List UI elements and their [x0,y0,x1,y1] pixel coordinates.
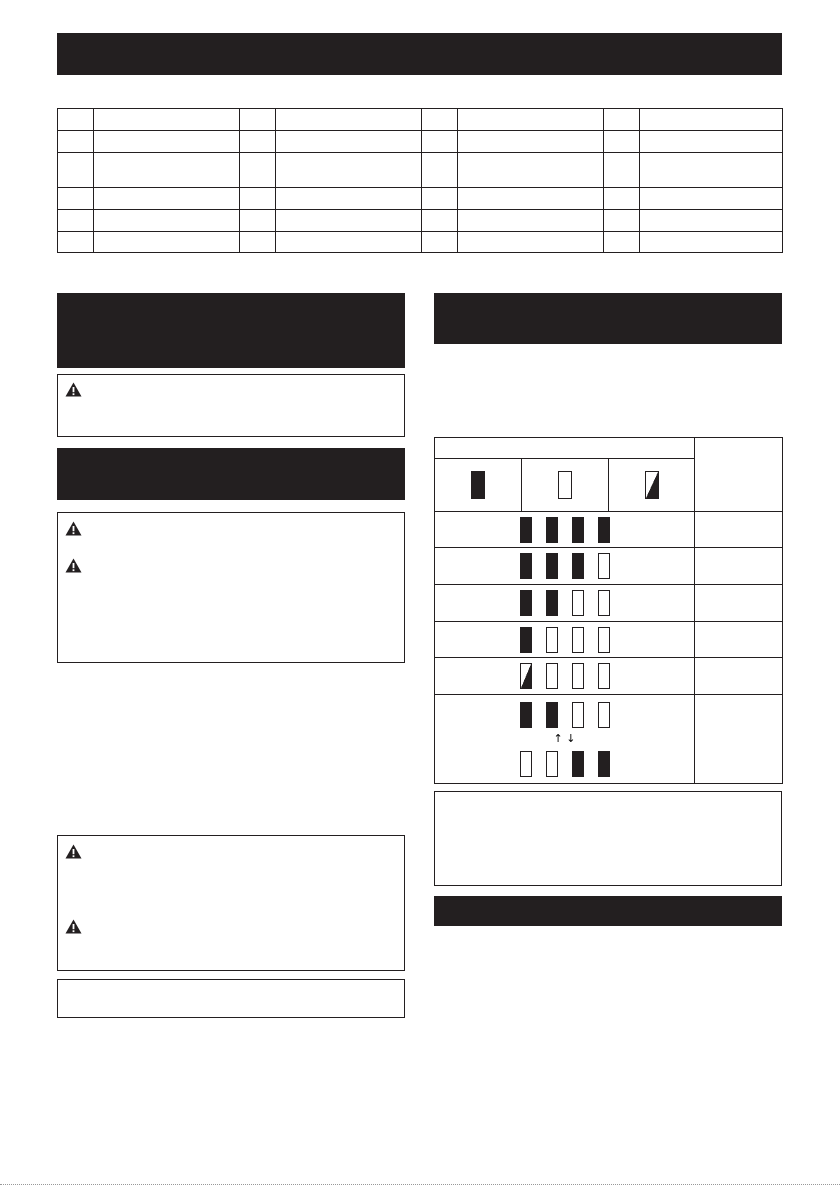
table-row [435,622,783,658]
lamp-off-icon [598,627,610,653]
lamp-blinking-icon [520,663,532,689]
left-section-heading-bar-2 [57,448,405,500]
warning-triangle-icon [65,521,82,536]
warning-triangle-icon [65,844,82,859]
table-row [435,658,783,695]
lamp-off-icon [520,751,532,777]
legend-off [522,459,609,512]
right-section-heading-bar [434,293,782,344]
table-row [435,512,783,548]
lamp-lit-icon [520,553,532,579]
indicator-lamps [435,627,694,653]
warning-triangle-icon [65,382,82,397]
table-row [58,188,783,210]
remaining-capacity-header [695,438,783,512]
lamp-lit-icon [546,702,558,728]
alternating-arrows [435,732,694,746]
lamp-lit-icon [598,751,610,777]
indicator-lamps [435,517,694,543]
lamp-lit-icon [572,553,584,579]
capacity-cell [695,658,783,695]
indicator-lamps-alternate [435,751,694,777]
capacity-cell [695,512,783,548]
lamp-lit-icon [572,751,584,777]
table-row [58,153,783,188]
indicator-lamps [435,590,694,616]
table-row [435,585,783,622]
lamp-off-icon [598,663,610,689]
table-header-row [435,438,783,459]
indicator-lamps [435,702,694,728]
lamp-off-icon [546,627,558,653]
lamp-lit-icon [520,590,532,616]
arrow-down-icon: ↓ [566,731,576,745]
lamp-off-icon [598,553,610,579]
arrow-up-icon: ↑ [553,731,563,745]
page-bottom-rule [0,1184,840,1185]
lamp-lit-icon [598,517,610,543]
lamp-lit-icon [520,627,532,653]
note-box [434,791,782,886]
table-row [58,210,783,232]
indicator-lamps-header [435,438,695,459]
warning-box [57,374,405,437]
warning-triangle-icon [65,558,82,573]
lamp-off-icon [558,471,572,499]
section-heading-bar [57,33,782,75]
lamp-lit-icon [546,553,558,579]
capacity-cell [695,548,783,585]
capacity-cell [695,585,783,622]
lamp-lit-icon [471,471,485,499]
capacity-cell [695,622,783,658]
lamp-off-icon [598,590,610,616]
lamp-lit-icon [520,702,532,728]
lamp-lit-icon [546,517,558,543]
right-section-heading-bar-2 [434,896,782,926]
warning-box [57,512,405,663]
lamp-off-icon [598,702,610,728]
legend-blinking [609,459,695,512]
lamp-lit-icon [546,590,558,616]
lamp-off-icon [572,590,584,616]
lamp-off-icon [572,663,584,689]
lamp-blinking-icon [645,471,659,499]
capacity-cell [695,695,783,784]
table-row [58,109,783,131]
indicator-lamps [435,663,694,689]
left-section-heading-bar [57,293,405,368]
table-row [58,232,783,253]
warning-box [57,835,405,971]
lamp-off-icon [572,627,584,653]
indicator-lamps [435,553,694,579]
lamp-off-icon [546,751,558,777]
battery-indicator-table [434,437,783,784]
lamp-off-icon [572,702,584,728]
lamp-lit-icon [572,517,584,543]
table-row [58,131,783,153]
legend-lit [435,459,522,512]
warning-triangle-icon [65,919,82,934]
lamp-lit-icon [520,517,532,543]
table-row [435,548,783,585]
lamp-off-icon [546,663,558,689]
note-box [57,979,405,1018]
table-row [435,695,783,784]
parts-table [57,108,783,253]
